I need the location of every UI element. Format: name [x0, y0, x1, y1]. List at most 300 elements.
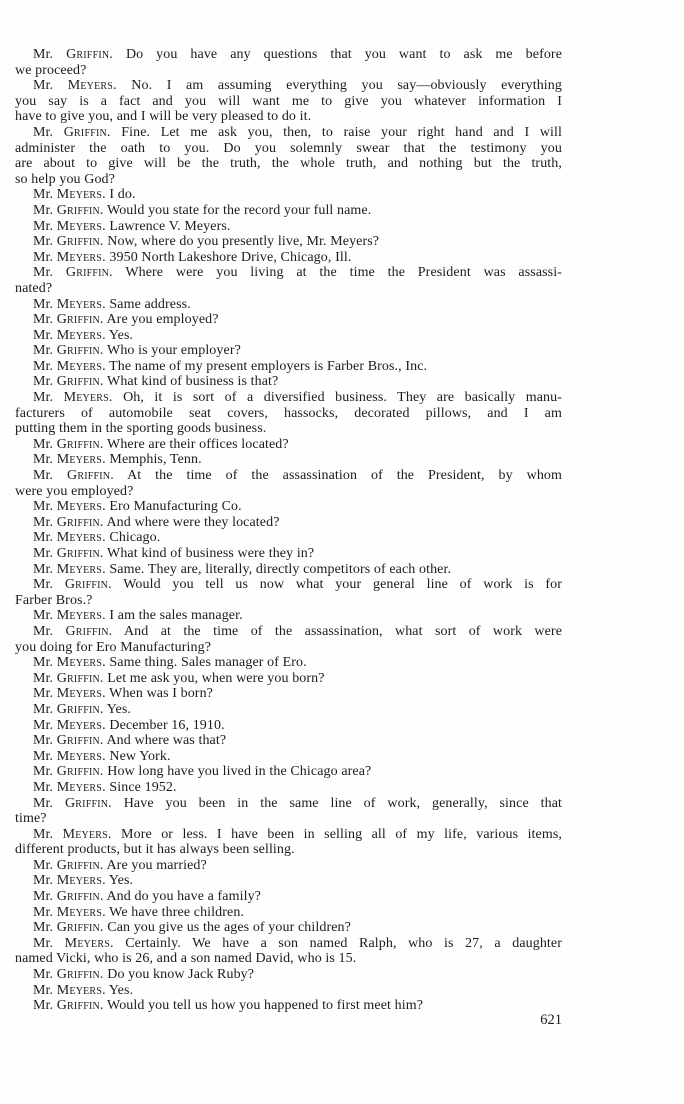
speaker-name: Griffin. [56, 920, 104, 936]
dialogue-line [15, 406, 562, 422]
dialogue-line [15, 936, 562, 952]
speaker-prefix: Mr. [33, 218, 54, 234]
speaker-prefix: Mr. [33, 577, 54, 593]
speaker-label [33, 905, 106, 920]
speaker-name: Griffin. [64, 577, 112, 593]
dialogue-line [15, 546, 562, 562]
dialogue-paragraph [15, 125, 562, 187]
speaker-prefix: Mr. [33, 733, 54, 749]
dialogue-line [15, 733, 562, 749]
dialogue-line-text: I am the sales manager. [109, 608, 243, 624]
dialogue-line [15, 718, 562, 734]
dialogue-line [15, 967, 562, 983]
dialogue-line-text: were you employed? [15, 483, 134, 499]
dialogue-line-text: We have three children. [109, 904, 245, 920]
speaker-name: Griffin. [56, 343, 104, 359]
speaker-label [33, 78, 117, 93]
dialogue-line [15, 951, 562, 967]
dialogue-line [15, 156, 562, 172]
dialogue-paragraph [15, 546, 562, 562]
dialogue-paragraph [15, 967, 562, 983]
speaker-prefix: Mr. [33, 249, 54, 265]
speaker-prefix: Mr. [33, 670, 54, 686]
speaker-prefix: Mr. [33, 889, 54, 905]
dialogue-paragraph [15, 499, 562, 515]
dialogue-paragraph [15, 297, 562, 313]
dialogue-paragraph [15, 219, 562, 235]
dialogue-line [15, 811, 562, 827]
dialogue-line-text: named Vicki, who is 26, and a son named David, who is 15. [15, 951, 357, 967]
dialogue-line-text: Who is your employer? [107, 343, 241, 359]
speaker-name: Griffin. [56, 374, 104, 390]
speaker-name: Meyers. [56, 452, 106, 468]
speaker-label [33, 546, 104, 561]
dialogue-line [15, 827, 562, 843]
speaker-name: Meyers. [64, 935, 114, 951]
dialogue-paragraph [15, 780, 562, 796]
speaker-prefix: Mr. [33, 904, 54, 920]
speaker-prefix: Mr. [33, 390, 54, 406]
dialogue-line-text: Are you married? [106, 857, 207, 873]
testimony-text [15, 47, 562, 1014]
dialogue-line-text: And do you have a family? [106, 889, 261, 905]
dialogue-line [15, 359, 562, 375]
speaker-label [33, 920, 104, 935]
dialogue-paragraph [15, 718, 562, 734]
dialogue-line [15, 702, 562, 718]
dialogue-line [15, 686, 562, 702]
dialogue-line [15, 608, 562, 624]
dialogue-paragraph [15, 234, 562, 250]
speaker-label [33, 873, 106, 888]
speaker-label [33, 125, 111, 140]
dialogue-line [15, 842, 562, 858]
dialogue-line-text: you doing for Ero Manufacturing? [15, 639, 212, 655]
speaker-prefix: Mr. [33, 561, 54, 577]
speaker-name: Griffin. [56, 202, 104, 218]
dialogue-paragraph [15, 671, 562, 687]
dialogue-paragraph [15, 203, 562, 219]
speaker-name: Meyers. [56, 608, 106, 624]
speaker-name: Meyers. [56, 499, 106, 515]
speaker-prefix: Mr. [33, 234, 54, 250]
dialogue-paragraph [15, 749, 562, 765]
dialogue-paragraph [15, 47, 562, 78]
speaker-label [33, 374, 104, 389]
speaker-name: Griffin. [56, 514, 104, 530]
speaker-name: Meyers. [56, 218, 106, 234]
speaker-prefix: Mr. [33, 998, 54, 1014]
speaker-name: Meyers. [63, 390, 113, 406]
speaker-name: Griffin. [65, 623, 113, 639]
dialogue-paragraph [15, 624, 562, 655]
dialogue-line [15, 920, 562, 936]
dialogue-line [15, 873, 562, 889]
dialogue-line [15, 749, 562, 765]
dialogue-line [15, 562, 562, 578]
dialogue-line [15, 452, 562, 468]
dialogue-line [15, 203, 562, 219]
speaker-prefix: Mr. [33, 124, 54, 140]
speaker-prefix: Mr. [33, 358, 54, 374]
dialogue-paragraph [15, 733, 562, 749]
speaker-name: Meyers. [56, 779, 106, 795]
dialogue-line [15, 624, 562, 640]
dialogue-line [15, 265, 562, 281]
dialogue-line-text: so help you God? [15, 171, 115, 187]
dialogue-line [15, 328, 562, 344]
speaker-prefix: Mr. [33, 857, 54, 873]
speaker-name: Meyers. [56, 982, 106, 998]
speaker-label [33, 562, 106, 577]
speaker-prefix: Mr. [33, 873, 54, 889]
dialogue-line [15, 593, 562, 609]
speaker-label [33, 452, 106, 467]
speaker-prefix: Mr. [33, 530, 54, 546]
speaker-prefix: Mr. [33, 312, 54, 328]
dialogue-line-text: Do you know Jack Ruby? [107, 967, 255, 983]
dialogue-line [15, 983, 562, 999]
dialogue-line [15, 764, 562, 780]
speaker-label [33, 858, 104, 873]
dialogue-line-text: Have you been in the same line of work, generally, since that [123, 795, 562, 811]
dialogue-line-text: What kind of business is that? [107, 374, 279, 390]
dialogue-line-text: you say is a fact and you will want me to give you whatever information I [15, 93, 562, 109]
dialogue-line [15, 47, 562, 63]
speaker-name: Meyers. [56, 249, 106, 265]
dialogue-line [15, 219, 562, 235]
dialogue-paragraph [15, 250, 562, 266]
speaker-label [33, 328, 106, 343]
dialogue-line [15, 530, 562, 546]
speaker-prefix: Mr. [33, 187, 54, 203]
speaker-label [33, 297, 106, 312]
dialogue-line-text: The name of my present employers is Farber Bros., Inc. [109, 358, 428, 374]
dialogue-line-text: facturers of automobile seat covers, hassocks, decorated pillows, and I am [15, 405, 562, 421]
speaker-name: Griffin. [56, 701, 104, 717]
speaker-prefix: Mr. [33, 468, 54, 484]
speaker-name: Griffin. [56, 234, 104, 250]
dialogue-line [15, 499, 562, 515]
speaker-name: Griffin. [56, 436, 104, 452]
speaker-prefix: Mr. [33, 296, 54, 312]
dialogue-paragraph [15, 889, 562, 905]
speaker-prefix: Mr. [33, 795, 54, 811]
speaker-name: Griffin. [64, 795, 112, 811]
dialogue-line [15, 671, 562, 687]
dialogue-paragraph [15, 359, 562, 375]
speaker-name: Meyers. [56, 748, 106, 764]
speaker-prefix: Mr. [33, 826, 54, 842]
speaker-label [33, 733, 104, 748]
speaker-name: Meyers. [56, 904, 106, 920]
speaker-prefix: Mr. [33, 327, 54, 343]
speaker-name: Griffin. [56, 857, 104, 873]
speaker-prefix: Mr. [33, 78, 54, 94]
speaker-name: Griffin. [56, 733, 104, 749]
dialogue-paragraph [15, 78, 562, 125]
speaker-name: Griffin. [56, 998, 104, 1014]
speaker-label [33, 468, 114, 483]
dialogue-line [15, 312, 562, 328]
dialogue-line-text: More or less. I have been in selling all of my life, various items, [121, 826, 562, 842]
dialogue-line [15, 484, 562, 500]
dialogue-paragraph [15, 343, 562, 359]
speaker-name: Griffin. [56, 889, 104, 905]
speaker-name: Griffin. [67, 468, 114, 484]
speaker-prefix: Mr. [33, 967, 54, 983]
speaker-prefix: Mr. [33, 655, 54, 671]
dialogue-line [15, 109, 562, 125]
dialogue-line-text: Yes. [106, 701, 132, 717]
dialogue-line [15, 858, 562, 874]
speaker-prefix: Mr. [33, 920, 54, 936]
speaker-label [33, 702, 104, 717]
dialogue-line [15, 187, 562, 203]
speaker-label [33, 499, 106, 514]
dialogue-line [15, 515, 562, 531]
speaker-name: Meyers. [56, 187, 106, 203]
speaker-label [33, 967, 104, 982]
speaker-label [33, 577, 112, 592]
speaker-prefix: Mr. [33, 47, 54, 62]
dialogue-line-text: No. I am assuming everything you say—obviously everything [131, 78, 562, 94]
dialogue-paragraph [15, 936, 562, 967]
dialogue-line-text: Same thing. Sales manager of Ero. [109, 655, 307, 671]
dialogue-line [15, 343, 562, 359]
dialogue-line-text: Certainly. We have a son named Ralph, who is 27, a daughter [125, 935, 562, 951]
dialogue-line-text: What kind of business were they in? [107, 546, 315, 561]
dialogue-line [15, 281, 562, 297]
speaker-label [33, 250, 106, 265]
speaker-prefix: Mr. [33, 514, 54, 530]
dialogue-line-text: Would you state for the record your full name. [107, 202, 372, 218]
speaker-name: Meyers. [56, 358, 106, 374]
dialogue-line [15, 78, 562, 94]
dialogue-line-text: At the time of the assassination of the President, by whom [127, 468, 563, 484]
dialogue-paragraph [15, 764, 562, 780]
dialogue-line [15, 780, 562, 796]
speaker-label [33, 219, 106, 234]
dialogue-line-text: And at the time of the assassination, what sort of work were [123, 623, 563, 639]
speaker-name: Griffin. [56, 764, 104, 780]
speaker-label [33, 655, 106, 670]
speaker-prefix: Mr. [33, 374, 54, 390]
dialogue-line-text: And where was that? [106, 733, 227, 749]
speaker-label [33, 624, 112, 639]
speaker-label [33, 187, 106, 202]
speaker-label [33, 983, 106, 998]
speaker-name: Griffin. [65, 265, 113, 281]
speaker-prefix: Mr. [33, 764, 54, 780]
speaker-prefix: Mr. [33, 608, 54, 624]
speaker-label [33, 359, 106, 374]
dialogue-line [15, 374, 562, 390]
dialogue-line-text: New York. [109, 748, 171, 764]
speaker-label [33, 780, 106, 795]
dialogue-line-text: putting them in the sporting goods business. [15, 421, 267, 437]
speaker-label [33, 827, 112, 842]
speaker-label [33, 203, 104, 218]
speaker-label [33, 390, 113, 405]
speaker-prefix: Mr. [33, 935, 54, 951]
dialogue-paragraph [15, 920, 562, 936]
dialogue-line-text: Oh, it is sort of a diversified business. They are basically manu- [123, 390, 562, 406]
dialogue-line-text: Let me ask you, when were you born? [107, 670, 325, 686]
dialogue-line-text: How long have you lived in the Chicago area? [107, 764, 372, 780]
dialogue-line-text: time? [15, 811, 47, 827]
dialogue-line-text: have to give you, and I will be very pleased to do it. [15, 109, 312, 125]
dialogue-paragraph [15, 265, 562, 296]
dialogue-paragraph [15, 796, 562, 827]
dialogue-paragraph [15, 328, 562, 344]
dialogue-line-text: Are you employed? [106, 312, 219, 328]
speaker-prefix: Mr. [33, 623, 54, 639]
dialogue-line [15, 889, 562, 905]
dialogue-line-text: I do. [109, 187, 136, 203]
speaker-label [33, 437, 104, 452]
dialogue-line [15, 172, 562, 188]
dialogue-line-text: When was I born? [109, 686, 213, 702]
dialogue-paragraph [15, 390, 562, 437]
dialogue-line-text: Yes. [108, 873, 134, 889]
dialogue-line [15, 796, 562, 812]
page-number: 621 [540, 1012, 562, 1028]
speaker-name: Griffin. [56, 670, 104, 686]
dialogue-line [15, 141, 562, 157]
dialogue-line-text: December 16, 1910. [109, 717, 225, 733]
speaker-label [33, 718, 106, 733]
speaker-label [33, 998, 104, 1013]
dialogue-line-text: Same address. [109, 296, 191, 312]
speaker-prefix: Mr. [33, 499, 54, 515]
speaker-prefix: Mr. [33, 546, 54, 561]
speaker-name: Griffin. [66, 47, 113, 62]
dialogue-paragraph [15, 686, 562, 702]
speaker-label [33, 796, 112, 811]
dialogue-paragraph [15, 468, 562, 499]
speaker-label [33, 312, 104, 327]
speaker-name: Meyers. [56, 561, 106, 577]
dialogue-line [15, 297, 562, 313]
speaker-prefix: Mr. [33, 701, 54, 717]
speaker-name: Meyers. [56, 296, 106, 312]
speaker-name: Meyers. [56, 686, 106, 702]
dialogue-line-text: Where were you living at the time the President was assassi- [125, 265, 562, 281]
dialogue-paragraph [15, 873, 562, 889]
dialogue-line-text: Same. They are, literally, directly competitors of each other. [109, 561, 452, 577]
dialogue-paragraph [15, 452, 562, 468]
speaker-prefix: Mr. [33, 717, 54, 733]
dialogue-line-text: are about to give will be the truth, the whole truth, and nothing but the truth, [15, 156, 562, 172]
speaker-name: Griffin. [63, 124, 111, 140]
dialogue-line [15, 63, 562, 79]
dialogue-line-text: Can you give us the ages of your children? [107, 920, 351, 936]
dialogue-line-text: Yes. [108, 327, 134, 343]
dialogue-line-text: we proceed? [15, 62, 87, 78]
speaker-label [33, 515, 104, 530]
dialogue-line-text: Where are their offices located? [107, 436, 289, 452]
dialogue-paragraph [15, 437, 562, 453]
speaker-name: Meyers. [56, 530, 106, 546]
speaker-name: Griffin. [56, 546, 104, 561]
speaker-name: Meyers. [62, 826, 112, 842]
dialogue-paragraph [15, 515, 562, 531]
speaker-name: Meyers. [56, 327, 106, 343]
dialogue-paragraph [15, 858, 562, 874]
dialogue-line-text: administer the oath to you. Do you solemnly swear that the testimony you [15, 140, 562, 156]
dialogue-line [15, 94, 562, 110]
dialogue-line [15, 125, 562, 141]
speaker-label [33, 936, 114, 951]
speaker-prefix: Mr. [33, 748, 54, 764]
dialogue-line-text: Memphis, Tenn. [109, 452, 202, 468]
speaker-prefix: Mr. [33, 265, 54, 281]
dialogue-line-text: Farber Bros.? [15, 592, 93, 608]
dialogue-line [15, 234, 562, 250]
dialogue-line [15, 577, 562, 593]
dialogue-line-text: Would you tell us how you happened to first meet him? [107, 998, 424, 1014]
speaker-label [33, 47, 113, 62]
dialogue-line-text: Chicago. [109, 530, 161, 546]
speaker-prefix: Mr. [33, 202, 54, 218]
dialogue-paragraph [15, 655, 562, 671]
dialogue-line [15, 468, 562, 484]
dialogue-paragraph [15, 608, 562, 624]
speaker-prefix: Mr. [33, 436, 54, 452]
dialogue-line-text: 3950 North Lakeshore Drive, Chicago, Ill. [109, 249, 352, 265]
dialogue-line [15, 640, 562, 656]
dialogue-paragraph [15, 312, 562, 328]
speaker-label [33, 265, 113, 280]
dialogue-line [15, 905, 562, 921]
dialogue-line-text: different products, but it has always been selling. [15, 842, 295, 858]
speaker-prefix: Mr. [33, 779, 54, 795]
dialogue-line-text: Ero Manufacturing Co. [109, 499, 242, 515]
speaker-name: Griffin. [56, 312, 104, 328]
dialogue-line-text: Lawrence V. Meyers. [109, 218, 231, 234]
speaker-label [33, 671, 104, 686]
dialogue-paragraph [15, 577, 562, 608]
speaker-label [33, 889, 104, 904]
speaker-label [33, 234, 104, 249]
dialogue-paragraph [15, 905, 562, 921]
speaker-label [33, 686, 106, 701]
speaker-label [33, 749, 106, 764]
speaker-label [33, 530, 106, 545]
dialogue-line [15, 655, 562, 671]
speaker-label [33, 764, 104, 779]
speaker-prefix: Mr. [33, 982, 54, 998]
speaker-name: Meyers. [56, 717, 106, 733]
dialogue-line-text: Would you tell us now what your general line of work is for [123, 577, 563, 593]
dialogue-line-text: Now, where do you presently live, Mr. Meyers? [107, 234, 380, 250]
dialogue-line-text: nated? [15, 280, 53, 296]
speaker-name: Griffin. [56, 967, 104, 983]
speaker-label [33, 608, 106, 623]
dialogue-line [15, 437, 562, 453]
dialogue-line [15, 421, 562, 437]
speaker-label [33, 343, 104, 358]
speaker-name: Meyers. [67, 78, 117, 94]
dialogue-paragraph [15, 827, 562, 858]
speaker-prefix: Mr. [33, 452, 54, 468]
dialogue-paragraph [15, 187, 562, 203]
dialogue-paragraph [15, 562, 562, 578]
speaker-name: Meyers. [56, 655, 106, 671]
dialogue-paragraph [15, 374, 562, 390]
dialogue-line-text: Fine. Let me ask you, then, to raise your right hand and I will [121, 124, 562, 140]
